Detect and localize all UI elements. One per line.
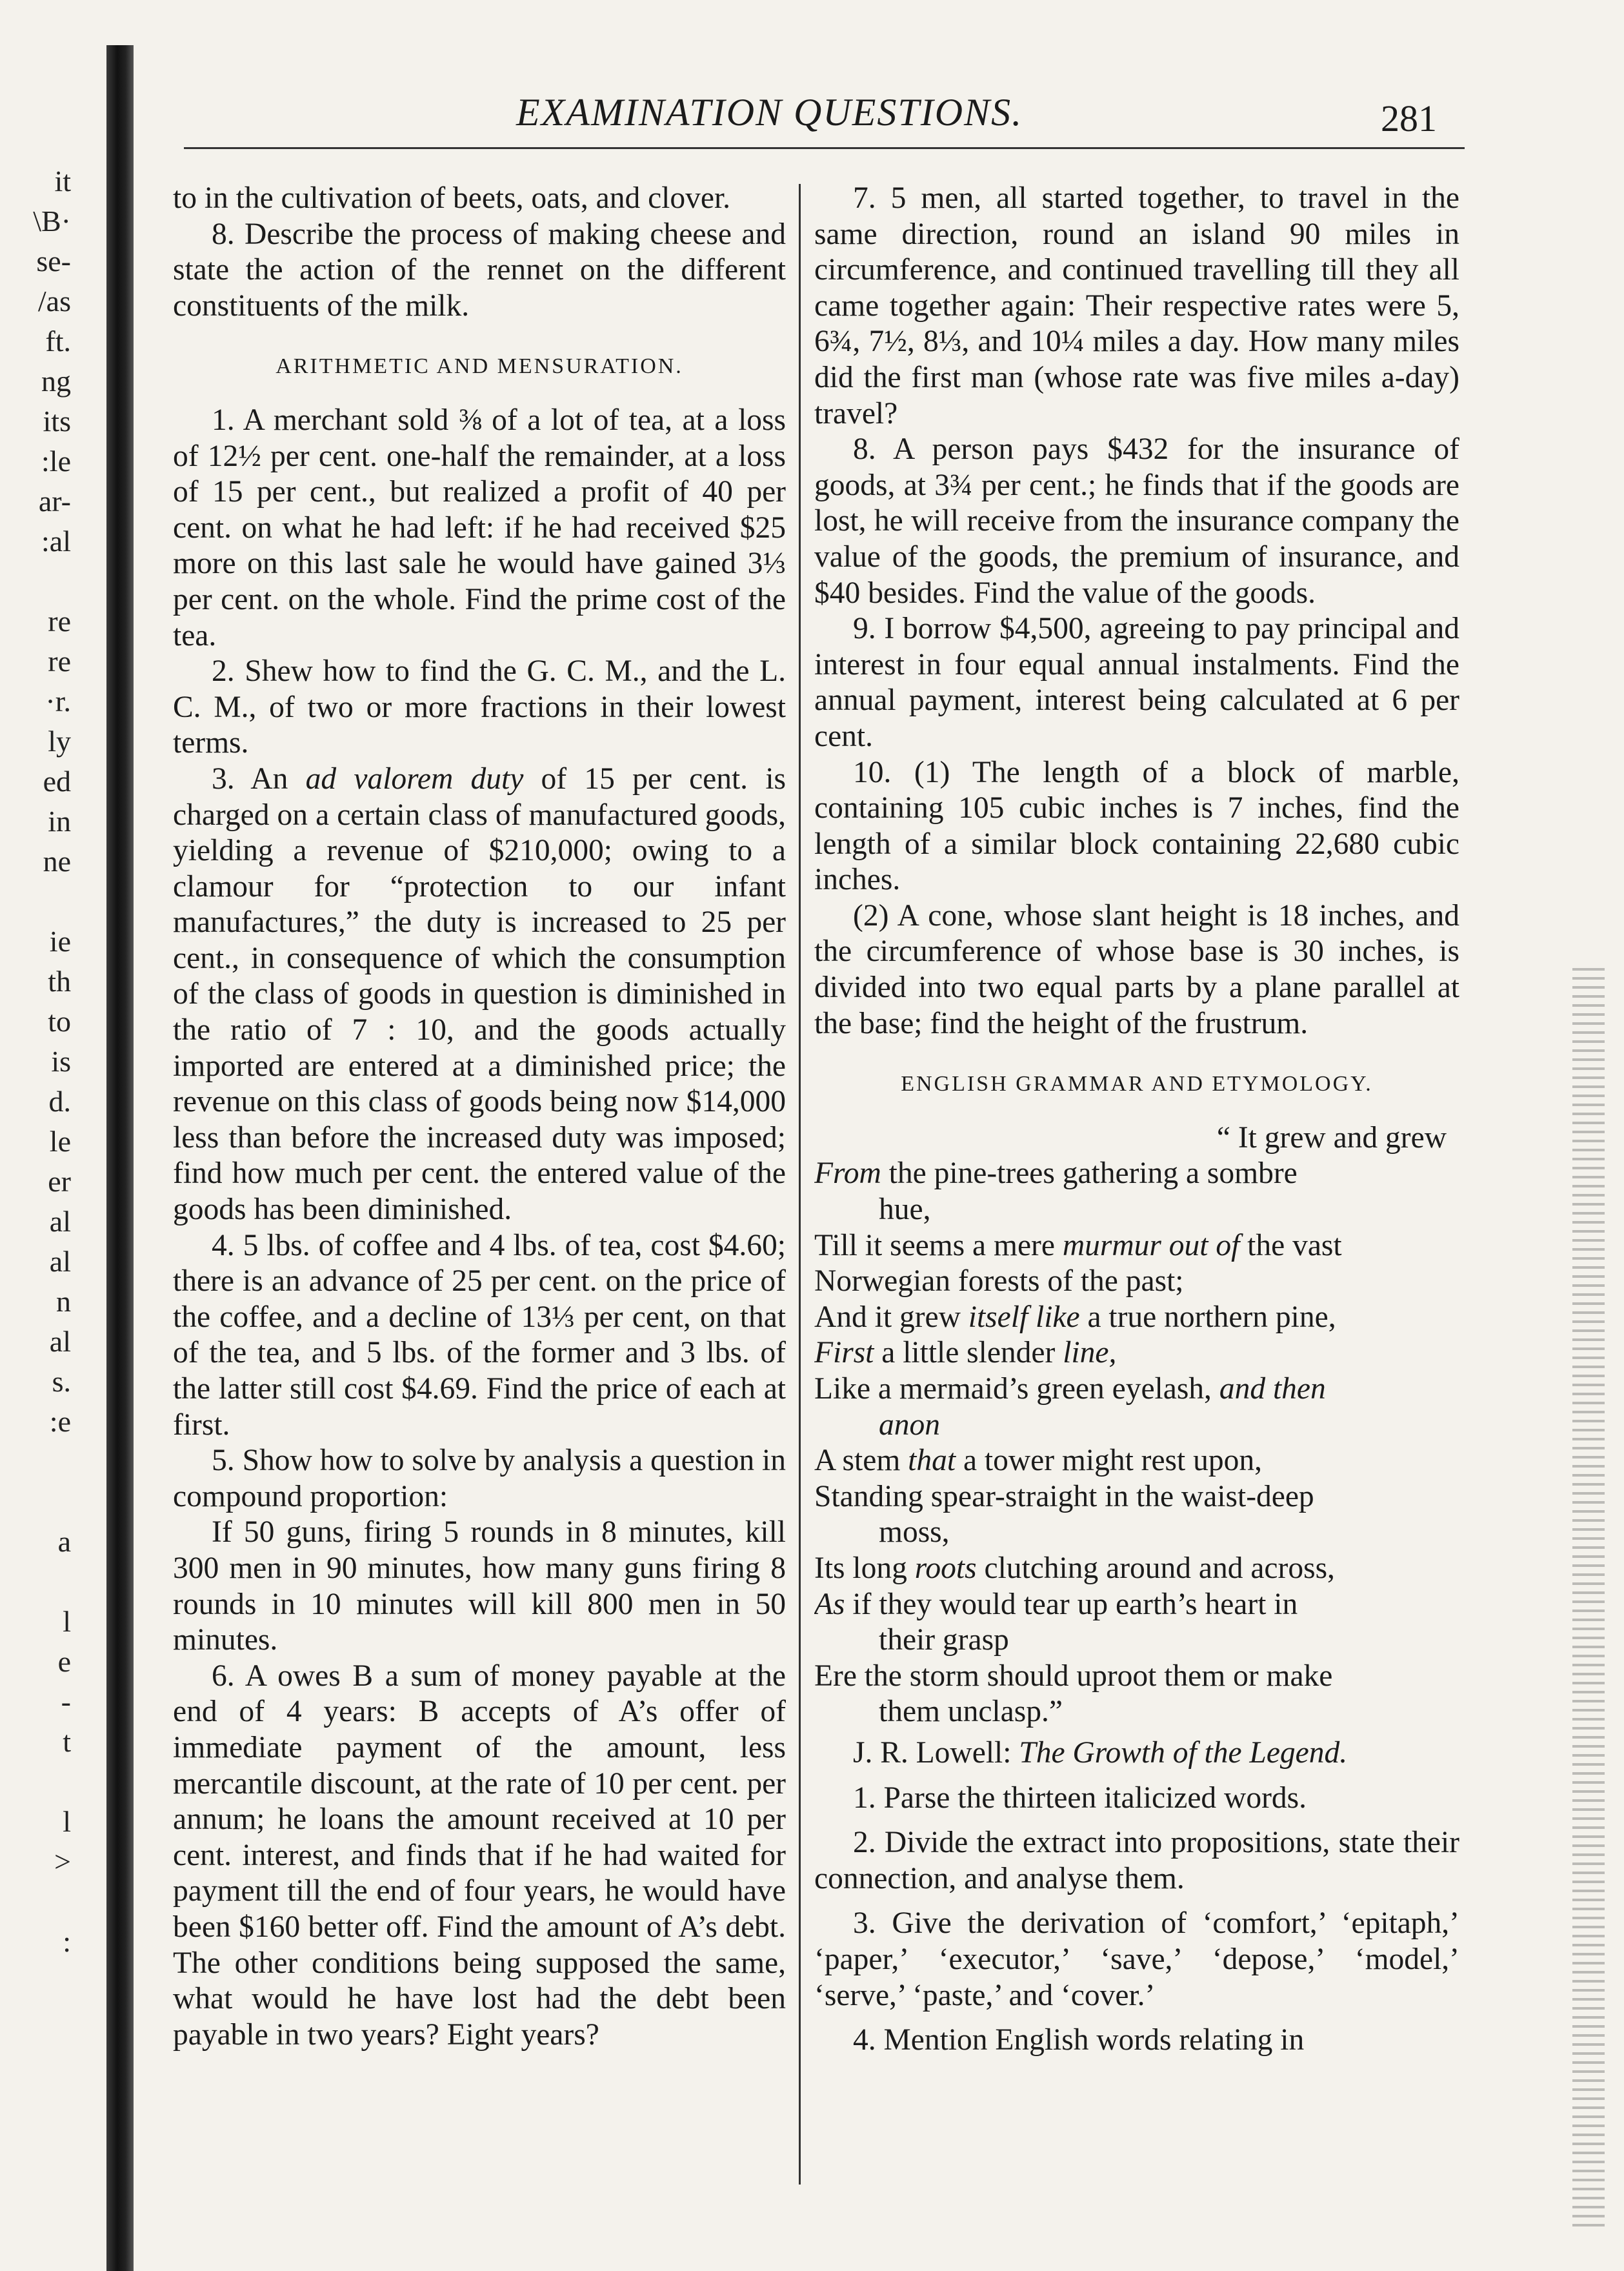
bleed-fragment: d. [48, 1085, 71, 1118]
bleed-fragment: re [48, 645, 71, 678]
poem-line: their grasp [879, 1623, 1009, 1657]
poem-line: Standing spear-straight in the waist-deep [814, 1479, 1314, 1513]
grammar-question-2: 2. Divide the extract into propositions, state their connection, and analyse them. [814, 1826, 1459, 1895]
attribution-author: J. R. Lowell: [853, 1735, 1019, 1770]
bleed-fragment: ·r. [45, 685, 71, 718]
question-5: 5. Show how to solve by analysis a question in compound proportion: [173, 1444, 786, 1513]
bleed-fragment: ne [43, 845, 71, 878]
bleed-fragment: n [56, 1285, 71, 1318]
poem-italic: line, [1063, 1336, 1117, 1370]
left-column [173, 181, 786, 2226]
poem-line [814, 1443, 1459, 1479]
bleed-fragment: ng [41, 365, 71, 398]
poem-text: And it grew [814, 1300, 968, 1334]
bleed-fragment: th [48, 965, 71, 998]
bleed-fragment: is [51, 1045, 71, 1078]
bleed-fragment: :al [41, 525, 71, 558]
bleed-fragment [0, 1442, 77, 1482]
question-2: 2. Shew how to find the G. C. M., and the L. C. M., of two or more fractions in their lowest terms. [173, 654, 786, 760]
poem-italic: From [814, 1156, 881, 1191]
poem-text: clutching around and across, [976, 1551, 1335, 1585]
bleed-fragment: its [43, 405, 71, 438]
grammar-question-3: 3. Give the derivation of ‘comfort,’ ‘epitaph,’ ‘paper,’ ‘executor,’ ‘save,’ ‘depose,’ ‘model,’ ‘serve,’ ‘paste,’ and ‘cover.’ [814, 1906, 1459, 2012]
bleed-fragment: : [63, 1925, 71, 1958]
poem-line [814, 1371, 1459, 1408]
poem-italic: that [908, 1444, 956, 1478]
poem-text: a tower might rest upon, [956, 1444, 1262, 1478]
bleed-fragment: it [54, 165, 71, 197]
bleed-fragment: t [63, 1725, 71, 1758]
header-rule [184, 147, 1465, 149]
poem-text: Till it seems a mere [814, 1228, 1063, 1262]
poem-line: “ It grew and grew [1216, 1120, 1447, 1155]
bleed-fragment: al [49, 1325, 71, 1358]
question-9: 9. I borrow $4,500, agreeing to pay principal and interest in four equal annual instalments. Find the annual payment, interest being calculated at 6 per cent. [814, 612, 1459, 753]
bleed-fragment: to [48, 1005, 71, 1038]
question-1: 1. A merchant sold ⅜ of a lot of tea, at a loss of 12½ per cent. one-half the remainder, at a loss of 15 per cent., but realized a profit of 40 per cent. on what he had left: if he had received $25 more on this last sale he would have gained 3⅓ per cent. on the whole. Find the prime cost of the tea. [173, 403, 786, 652]
bleed-fragment: :le [41, 445, 71, 478]
bleed-fragment: a [57, 1525, 71, 1558]
poem-text: if they would tear up earth’s heart in [845, 1587, 1298, 1621]
bleed-fragment [0, 1762, 77, 1802]
poem-italic: and then [1219, 1372, 1326, 1406]
question-7: 7. 5 men, all started together, to travel in the same direction, round an island 90 miles in circumference, and continued travelling till they all came together again: Their respective rates were 5, 6¾, 7½, 8⅓, and 10¼ miles a day. How many miles did the first man (whose rate was five miles a-day) travel? [814, 181, 1459, 430]
poem-line: moss, [879, 1515, 950, 1549]
poem-line: hue, [879, 1193, 931, 1227]
question-3-start: 3. An [212, 762, 306, 796]
section-heading-arithmetic: ARITHMETIC AND MENSURATION. [276, 354, 683, 379]
poem-text: the pine-trees gathering a sombre [881, 1156, 1298, 1191]
question-10-part-1: 10. (1) The length of a block of marble, containing 105 cubic inches is 7 inches, find the length of a similar block containing 22,680 cubic inches. [814, 755, 1459, 897]
bleed-fragment [0, 561, 77, 601]
section-heading-grammar: ENGLISH GRAMMAR AND ETYMOLOGY. [901, 1072, 1373, 1096]
bleed-fragment [0, 1882, 77, 1922]
bleed-fragment: ft. [45, 325, 71, 358]
poem-line: Ere the storm should uproot them or make [814, 1659, 1333, 1693]
question-3-italic: ad valorem duty [305, 762, 524, 796]
bleed-fragment: er [48, 1165, 71, 1198]
poem-line [814, 1551, 1459, 1587]
poem-italic: roots [914, 1551, 977, 1585]
book-binding-shadow [106, 45, 134, 2271]
poem-italic: itself like [968, 1300, 1080, 1334]
bleed-fragment [0, 1562, 77, 1602]
bleed-fragment [0, 882, 77, 922]
bleed-fragment: s. [52, 1365, 71, 1398]
poem-line [814, 1300, 1459, 1336]
bleed-fragment: e [57, 1645, 71, 1678]
question-6: 6. A owes B a sum of money payable at the end of 4 years: B accepts of A’s offer of immediate payment of the amount, less mercantile discount, at the rate of 10 per cent. per annum; he loans the amount received at 10 per cent. interest, and finds that if he had waited for payment till the end of four years, he would have been $160 better off. Find the amount of A’s debt. The other conditions being supposed the same, what would he have lost had the debt been payable in two years? Eight years? [173, 1659, 786, 2052]
poem-text: A stem [814, 1444, 908, 1478]
bleed-fragment: l [63, 1805, 71, 1838]
grammar-question-4: 4. Mention English words relating in [853, 2023, 1305, 2057]
bleed-fragment: re [48, 605, 71, 638]
column-divider [799, 184, 801, 2185]
question-3-rest: of 15 per cent. is charged on a certain class of manufactured goods, yielding a revenue of $210,000; owing to a clamour for “protection to our infant manufactures,” the duty is increased to 25 per cent., in consequence of which the consumption of the class of goods in question is diminished in the ratio of 7 : 10, and the goods actually imported are entered at a diminished price; the revenue on this class of goods being now $14,000 less than before the increased duty was imposed; find how much per cent. the entered value of the goods has been diminished. [173, 762, 786, 1227]
poem-italic: First [814, 1336, 874, 1370]
poem-line [814, 1156, 1459, 1192]
attribution-title: The Growth of the Legend. [1019, 1735, 1348, 1770]
question-8-agriculture: 8. Describe the process of making cheese and state the action of the rennet on the different constituents of the milk. [173, 217, 786, 323]
running-head: EXAMINATION QUESTIONS. [516, 91, 1023, 134]
bleed-fragment: le [49, 1125, 71, 1158]
poem-line: Norwegian forests of the past; [814, 1264, 1184, 1298]
poem-line [814, 1408, 1459, 1444]
grammar-question-1: 1. Parse the thirteen italicized words. [853, 1781, 1307, 1815]
poem-italic: murmur out of [1062, 1228, 1240, 1262]
page-number: 281 [1381, 97, 1437, 139]
bleed-fragment [0, 1482, 77, 1522]
continuation-text: to in the cultivation of beets, oats, and clover. [173, 181, 731, 215]
poem-line: them unclasp.” [879, 1695, 1063, 1729]
poem-italic: As [814, 1587, 845, 1621]
left-page-bleed [0, 161, 77, 2097]
question-10-part-2: (2) A cone, whose slant height is 18 inches, and the circumference of whose base is 30 inches, is divided into two equal parts by a plane parallel at the base; find the height of the frustrum. [814, 898, 1459, 1040]
scan-edge-noise [1572, 968, 1605, 2226]
bleed-fragment: \B· [33, 205, 71, 237]
bleed-fragment: > [54, 1845, 71, 1878]
bleed-fragment: in [48, 805, 71, 838]
question-8: 8. A person pays $432 for the insurance of goods, at 3¾ per cent.; he finds that if the goods are lost, he will receive from the insurance company the value of the goods, the premium of insurance, and $40 besides. Find the value of the goods. [814, 432, 1459, 610]
bleed-fragment: ie [49, 925, 71, 958]
poem-line [814, 1587, 1459, 1623]
bleed-fragment: l [63, 1605, 71, 1638]
poem-text: Its long [814, 1551, 915, 1585]
poem-text: Like a mermaid’s green eyelash, [814, 1372, 1219, 1406]
poem-extract [814, 1120, 1459, 1730]
bleed-fragment: ar- [38, 485, 71, 518]
bleed-fragment: :e [49, 1405, 71, 1438]
poem-text: a true northern pine, [1079, 1300, 1336, 1334]
poem-text: the vast [1239, 1228, 1342, 1262]
poem-italic: anon [879, 1408, 940, 1442]
bleed-fragment: ed [43, 765, 71, 798]
poem-line [814, 1335, 1459, 1371]
bleed-fragment: ly [48, 725, 71, 758]
bleed-fragment: al [49, 1205, 71, 1238]
bleed-fragment: /as [37, 285, 71, 318]
question-3 [173, 762, 786, 1228]
poem-text: a little slender [874, 1336, 1063, 1370]
bleed-fragment: al [49, 1245, 71, 1278]
bleed-fragment: - [61, 1685, 71, 1718]
question-5-example: If 50 guns, firing 5 rounds in 8 minutes, kill 300 men in 90 minutes, how many guns firing 8 rounds in 10 minutes will kill 800 men in 50 minutes. [173, 1515, 786, 1657]
right-column [814, 181, 1459, 2226]
poem-line [814, 1228, 1459, 1264]
bleed-fragment: se- [36, 245, 71, 278]
poem-attribution [814, 1735, 1459, 1771]
question-4: 4. 5 lbs. of coffee and 4 lbs. of tea, cost $4.60; there is an advance of 25 per cent. on the price of the coffee, and a decline of 13⅓ per cent, on that of the tea, and 5 lbs. of the former and 3 lbs. of the latter still cost $4.69. Find the price of each at first. [173, 1228, 786, 1442]
